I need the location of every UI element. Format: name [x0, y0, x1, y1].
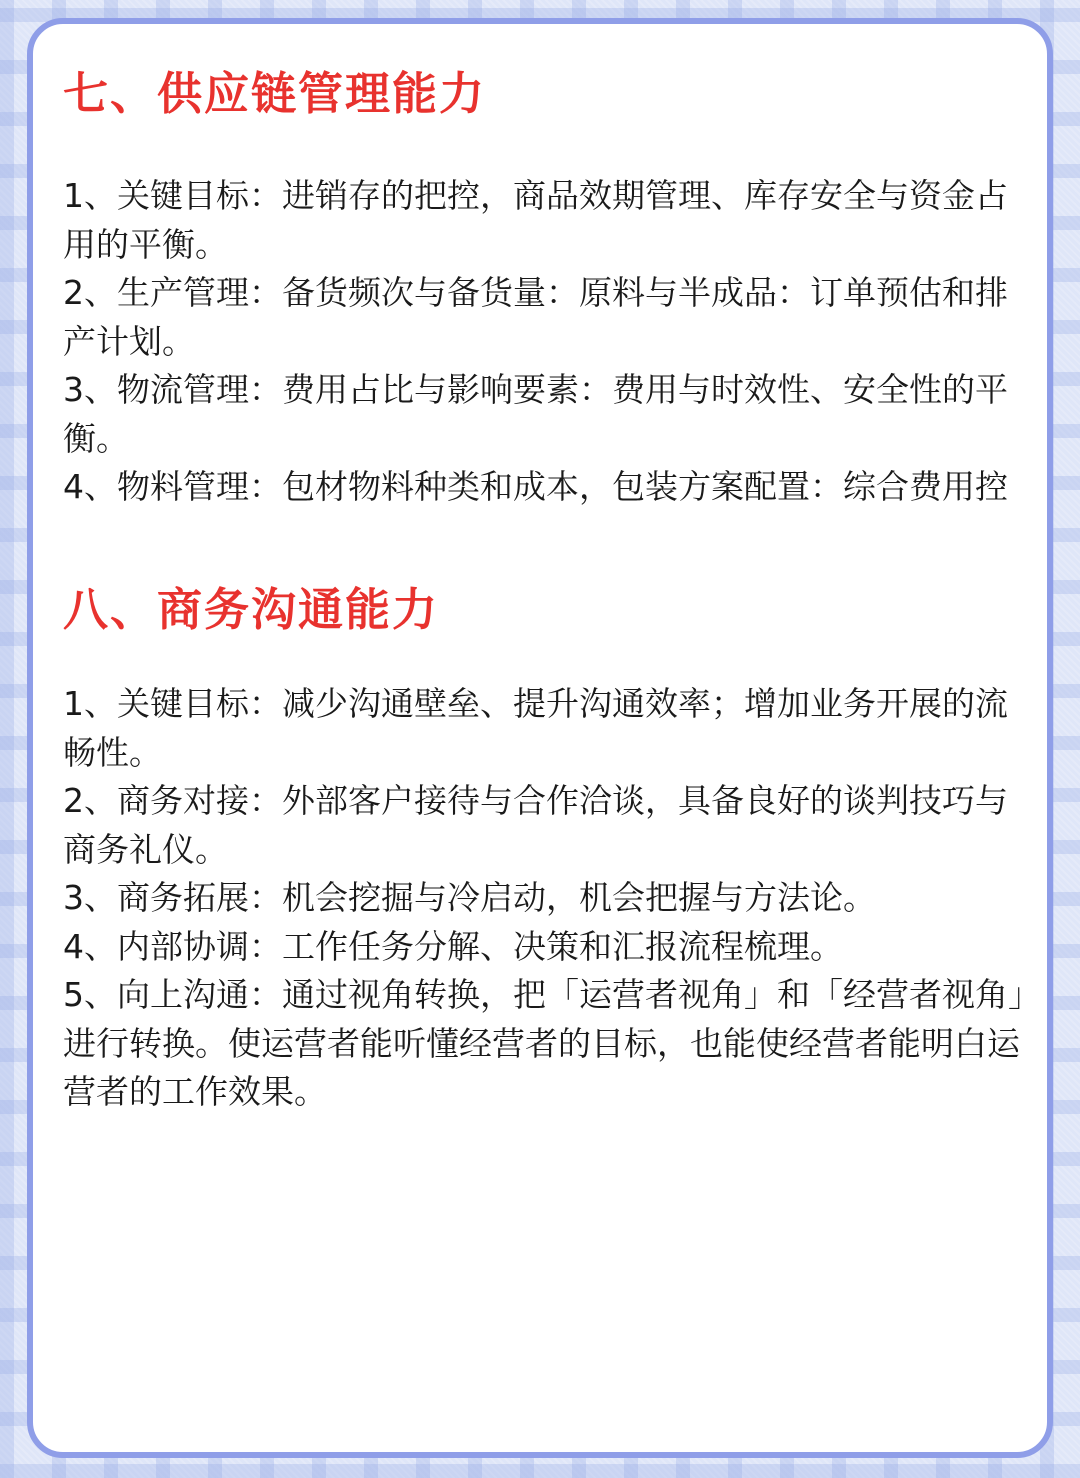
list-item: 2、生产管理：备货频次与备货量：原料与半成品：订单预估和排产计划。: [63, 273, 1008, 361]
list-item: 5、向上沟通：通过视角转换，把「运营者视角」和「经营者视角」进行转换。使运营者能听懂经营者的目标，也能使经营者能明白运营者的工作效果。: [63, 975, 1025, 1111]
section-supply-chain: [63, 64, 1029, 512]
list-item: 2、商务对接：外部客户接待与合作洽谈，具备良好的谈判技巧与商务礼仪。: [63, 781, 1008, 869]
list-item: 1、关键目标：减少沟通壁垒、提升沟通效率；增加业务开展的流畅性。: [63, 684, 1008, 772]
list-item: 3、商务拓展：机会挖掘与冷启动，机会把握与方法论。: [63, 878, 876, 917]
list-item: 4、物料管理：包材物料种类和成本，包装方案配置：综合费用控: [63, 467, 1008, 506]
section-title: 八、商务沟通能力: [63, 583, 440, 636]
section-title: 七、供应链管理能力: [63, 67, 487, 120]
list-item: 4、内部协调：工作任务分解、决策和汇报流程梳理。: [63, 926, 843, 966]
content-card: [27, 18, 1053, 1458]
section-business-communication: [63, 580, 1029, 1117]
item-list: [63, 172, 1029, 512]
list-item: 3、物流管理：费用占比与影响要素：费用与时效性、安全性的平衡。: [63, 370, 1008, 458]
list-item: 1、关键目标：进销存的把控，商品效期管理、库存安全与资金占用的平衡。: [63, 176, 1008, 264]
item-list: [63, 680, 1029, 1117]
